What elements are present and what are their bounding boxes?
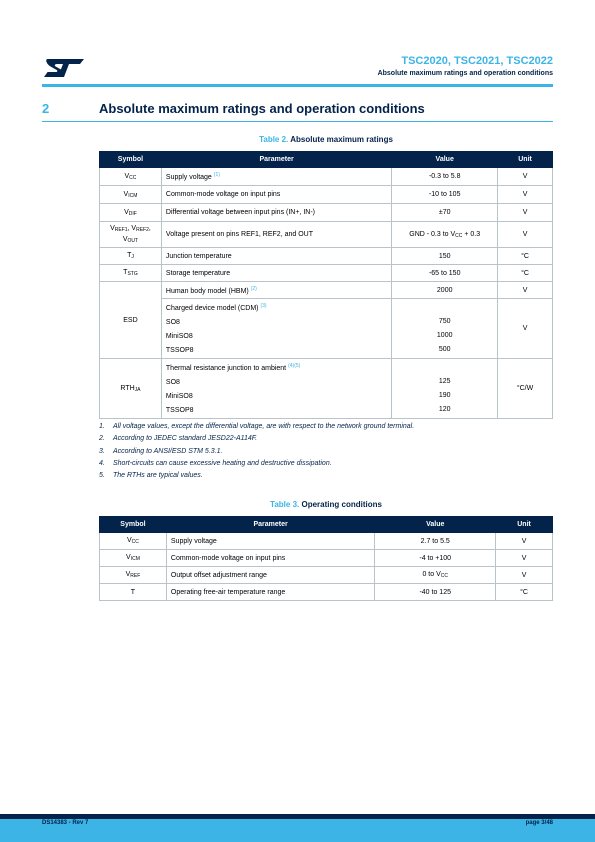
value-cell: -4 to +100 [375,550,496,567]
parameter-cell: Supply voltage [166,533,374,550]
section-number: 2 [42,101,50,116]
st-logo-icon [42,56,86,80]
unit-cell: V [498,168,553,186]
unit-cell: V [498,186,553,204]
parameter-cell: Junction temperature [161,248,391,265]
header-rule [42,84,553,87]
col-header-symbol: Symbol [100,152,162,168]
table-row [100,299,553,359]
parameter-cell: Operating free-air temperature range [166,584,374,601]
parameter-cell: Human body model (HBM) $^{(2)}$ [161,282,391,299]
parameter-cell: Common-mode voltage on input pins [166,550,374,567]
symbol-cell: $V_{REF}$ [100,567,167,584]
parameter-cell: Output offset adjustment range [166,567,374,584]
col-header-parameter: Parameter [161,152,391,168]
value-cell: 0 to $V_{CC}$ [375,567,496,584]
table-row [100,533,553,550]
value-cell: 150 [392,248,498,265]
footnote-item: 4. Short-circuits can cause excessive heating and destructive dissipation. [99,459,332,467]
value-cell: 2000 [392,282,498,299]
parameter-cell: Storage temperature [161,265,391,282]
unit-cell: V [498,282,553,299]
package-label: MiniSO8 [165,333,193,340]
parameter-cell: Voltage present on pins REF1, REF2, and OUT [161,222,391,248]
table-row [100,204,553,222]
table2-title: Absolute maximum ratings [290,135,393,144]
symbol-cell: $V_{CC}$ [100,168,162,186]
unit-cell: V [496,567,553,584]
absolute-max-ratings-table [99,151,553,419]
document-title: TSC2020, TSC2021, TSC2022 [401,55,553,67]
parameter-cell: Thermal resistance junction to ambient $^{(4)(5)}$ SO8 MiniSO8 TSSOP8 [161,359,391,419]
unit-cell: V [498,204,553,222]
unit-cell: °C [496,584,553,601]
symbol-cell: ESD [100,282,162,359]
value-cell: -0.3 to 5.8 [392,168,498,186]
unit-cell: °C/W [498,359,553,419]
footnote-ref: (4)(5) [288,363,301,369]
col-header-value: Value [375,517,496,533]
table3-caption [99,500,553,509]
unit-cell: V [498,222,553,248]
page-number: page 3/48 [525,820,553,826]
value-cell: -40 to 125 [375,584,496,601]
value-cell: GND - 0.3 to $V_{CC} + 0.3$ [392,222,498,248]
value-cell: 750 1000 500 [392,299,498,359]
table-row [100,550,553,567]
col-header-unit: Unit [498,152,553,168]
symbol-cell: $V_{DIF}$ [100,204,162,222]
package-label: MiniSO8 [165,393,193,400]
symbol-cell: $T_{STG}$ [100,265,162,282]
table3-label: Table 3. [270,500,300,509]
table2-caption [99,135,553,144]
table-row [100,567,553,584]
footnote-item: 1. All voltage values, except the differential voltage, are with respect to the network ground terminal. [99,423,415,430]
table-row [100,282,553,299]
table3-title: Operating conditions [301,500,382,509]
footnote-ref: (3) [260,303,267,309]
table-header-row [100,152,553,168]
section-rule [42,121,553,122]
table-row [100,222,553,248]
table-header-row [100,517,553,533]
symbol-cell: $V_{CC}$ [100,533,167,550]
parameter-cell: Charged device model (CDM) $^{(3)}$ SO8 MiniSO8 TSSOP8 [161,299,391,359]
parameter-cell: Common-mode voltage on input pins [161,186,391,204]
table2-label: Table 2. [259,135,289,144]
footnotes [99,423,414,484]
col-header-symbol: Symbol [100,517,167,533]
footer-band-accent [0,819,595,842]
package-label: TSSOP8 [165,407,194,414]
table-row [100,168,553,186]
value-cell: 2.7 to 5.5 [375,533,496,550]
operating-conditions-table [99,516,553,601]
footnote-item: 5. The RTHs are typical values. [99,472,203,480]
section-title: Absolute maximum ratings and operation conditions [99,101,425,116]
symbol-cell: $RTH_{JA}$ [100,359,162,419]
footnote-item: 2. According to JEDEC standard JESD22-A114F. [99,435,258,443]
table-row [100,248,553,265]
value-cell: 125 190 120 [392,359,498,419]
unit-cell: °C [498,248,553,265]
footnote-ref: (2) [250,285,257,292]
value-cell: -10 to 105 [392,186,498,204]
document-subtitle: Absolute maximum ratings and operation conditions [377,70,553,77]
col-header-unit: Unit [496,517,553,533]
unit-cell: V [496,550,553,567]
table-row [100,359,553,419]
unit-cell: V [496,533,553,550]
symbol-cell: T [100,584,167,601]
symbol-cell: $T_J$ [100,248,162,265]
table-row [100,584,553,601]
unit-cell: °C [498,265,553,282]
table-row [100,186,553,204]
package-label: SO8 [165,319,180,326]
symbol-cell: $V_{ICM}$ [100,550,167,567]
table-row [100,265,553,282]
document-revision: DS14383 - Rev 7 [42,820,89,826]
package-label: TSSOP8 [165,347,194,354]
footnote-ref: (1) [213,172,220,178]
footnote-item: 3. According to ANSI/ESD STM 5.3.1. [99,447,223,455]
col-header-value: Value [392,152,498,168]
value-cell: ±70 [392,204,498,222]
parameter-cell: Differential voltage between input pins (IN+, IN-) [161,204,391,222]
symbol-cell: $V_{REF1}$, $V_{REF2}$, $V_{OUT}$ [100,222,162,248]
col-header-parameter: Parameter [166,517,374,533]
value-cell: -65 to 150 [392,265,498,282]
unit-cell: V [498,299,553,359]
package-label: SO8 [165,379,180,386]
parameter-cell: Supply voltage $^{(1)}$ [161,168,391,186]
symbol-cell: $V_{ICM}$ [100,186,162,204]
